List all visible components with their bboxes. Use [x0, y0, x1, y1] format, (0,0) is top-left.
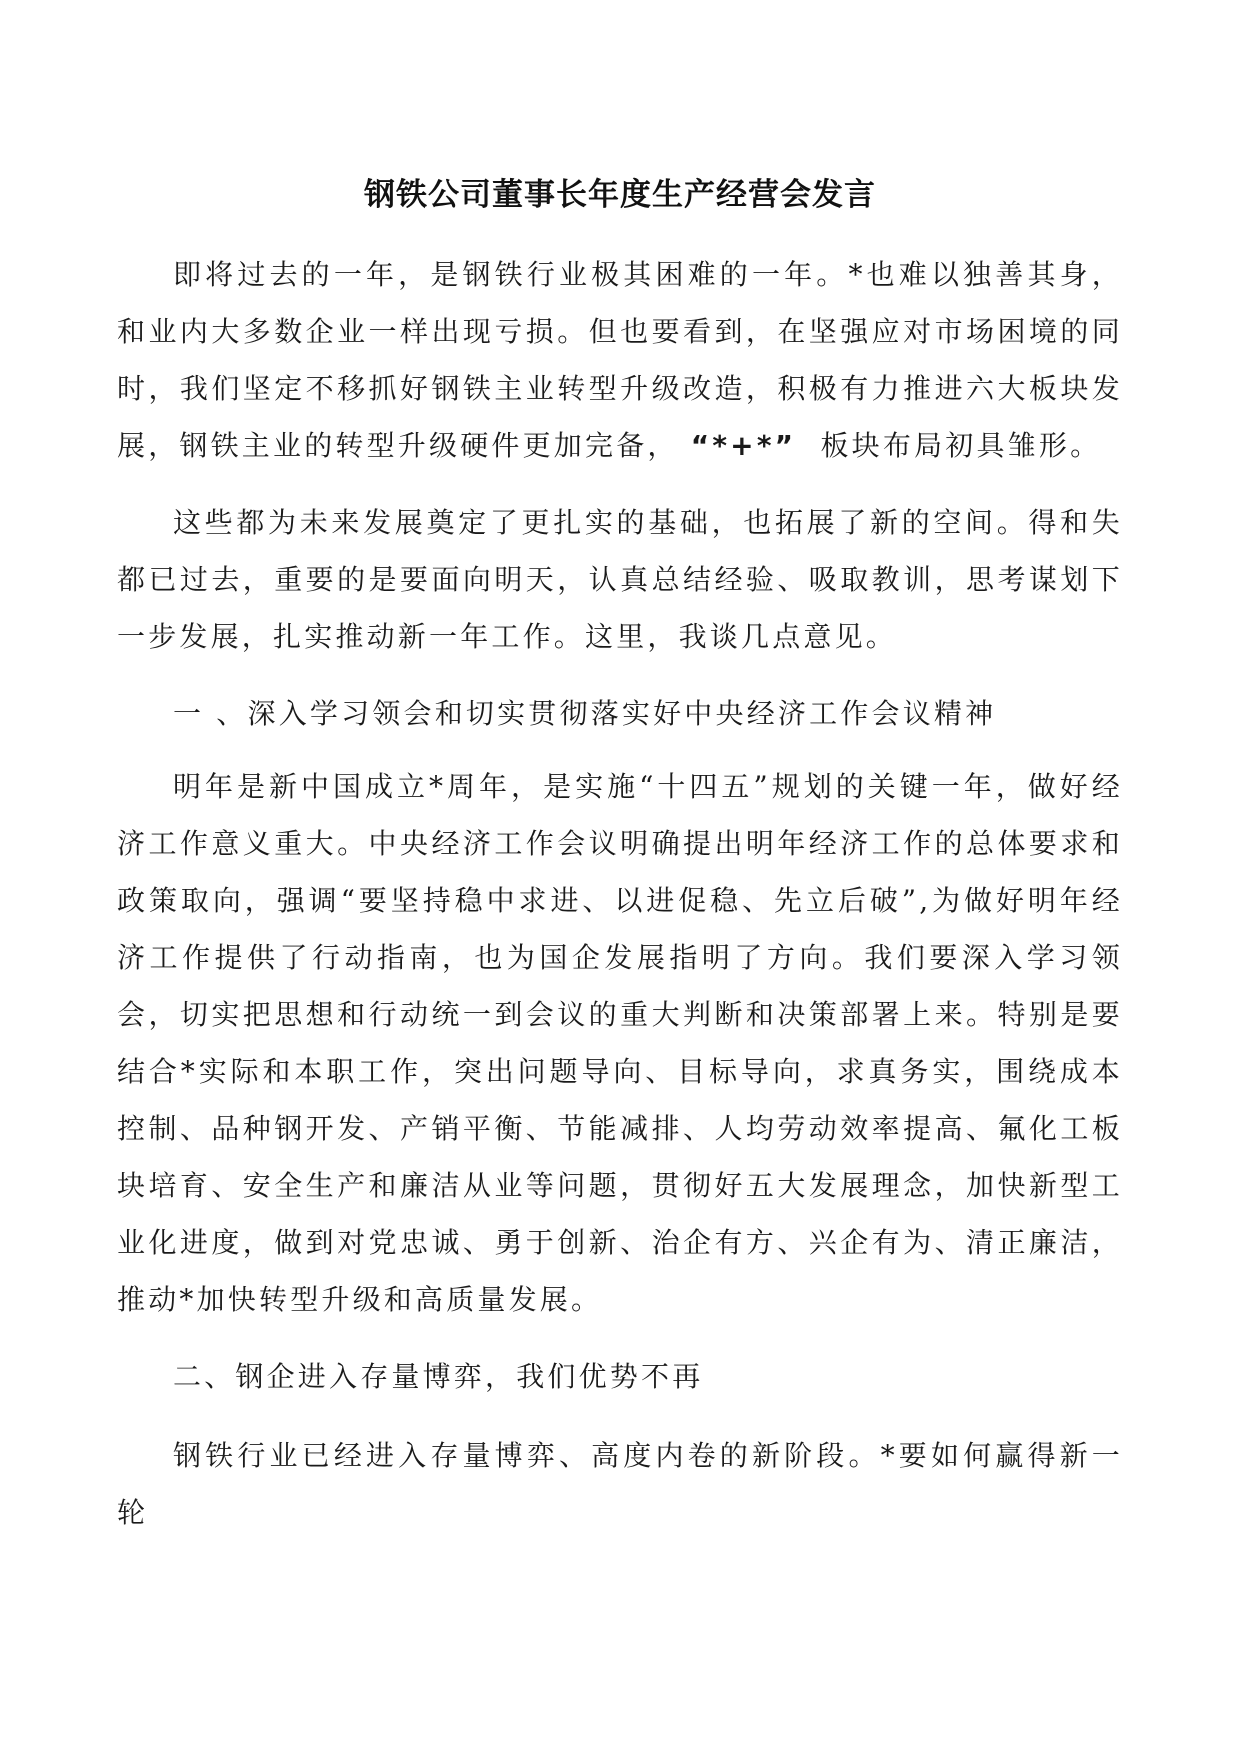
paragraph-stock-competition: 钢铁行业已经进入存量博弈、高度内卷的新阶段。*要如何赢得新一轮: [117, 1439, 1123, 1529]
document-body: [117, 246, 1123, 1561]
paragraph-economic-work: 明年是新中国成立*周年，是实施“十四五”规划的关键一年，做好经济工作意义重大。中央经济工作会议明确提出明年经济工作的总体要求和政策取向，强调“要坚持稳中求进、以进促稳、先立后破”,为做好明年经济工作提供了行动指南，也为国企发展指明了方向。我们要深入学习领会，切实把思想和行动统一到会议的重大判断和决策部署上来。特别是要结合*实际和本职工作，突出问题导向、目标导向，求真务实，围绕成本控制、品种钢开发、产销平衡、节能减排、人均劳动效率提高、氟化工板块培育、安全生产和廉洁从业等问题，贯彻好五大发展理念，加快新型工业化进度，做到对党忠诚、勇于创新、治企有方、兴企有为、清正廉洁，推动*加快转型升级和高质量发展。: [117, 770, 1123, 1316]
paragraph-intro-text: 即将过去的一年，是钢铁行业极其困难的一年。*也难以独善其身，和业内大多数企业一样出现亏损。但也要看到，在坚强应对市场困境的同时，我们坚定不移抓好钢铁主业转型升级改造，积极有力推进六大板块发展，钢铁主业的转型升级硬件更加完备，: [117, 258, 1123, 462]
section-heading-2: 二、钢企进入存量博弈，我们优势不再: [173, 1360, 704, 1393]
paragraph-intro-tail: 板块布局初具雏形。: [820, 429, 1102, 462]
paragraph-intro: [117, 246, 1123, 474]
paragraph-foundation: 这些都为未来发展奠定了更扎实的基础，也拓展了新的空间。得和失都已过去，重要的是要面向明天，认真总结经验、吸取教训，思考谋划下一步发展，扎实推动新一年工作。这里，我谈几点意见。: [117, 506, 1123, 653]
document-title: 钢铁公司董事长年度生产经营会发言: [364, 177, 876, 213]
section-heading-1: 一 、深入学习领会和切实贯彻落实好中央经济工作会议精神: [173, 697, 997, 730]
emphasized-quote: “*+*”: [690, 429, 797, 462]
